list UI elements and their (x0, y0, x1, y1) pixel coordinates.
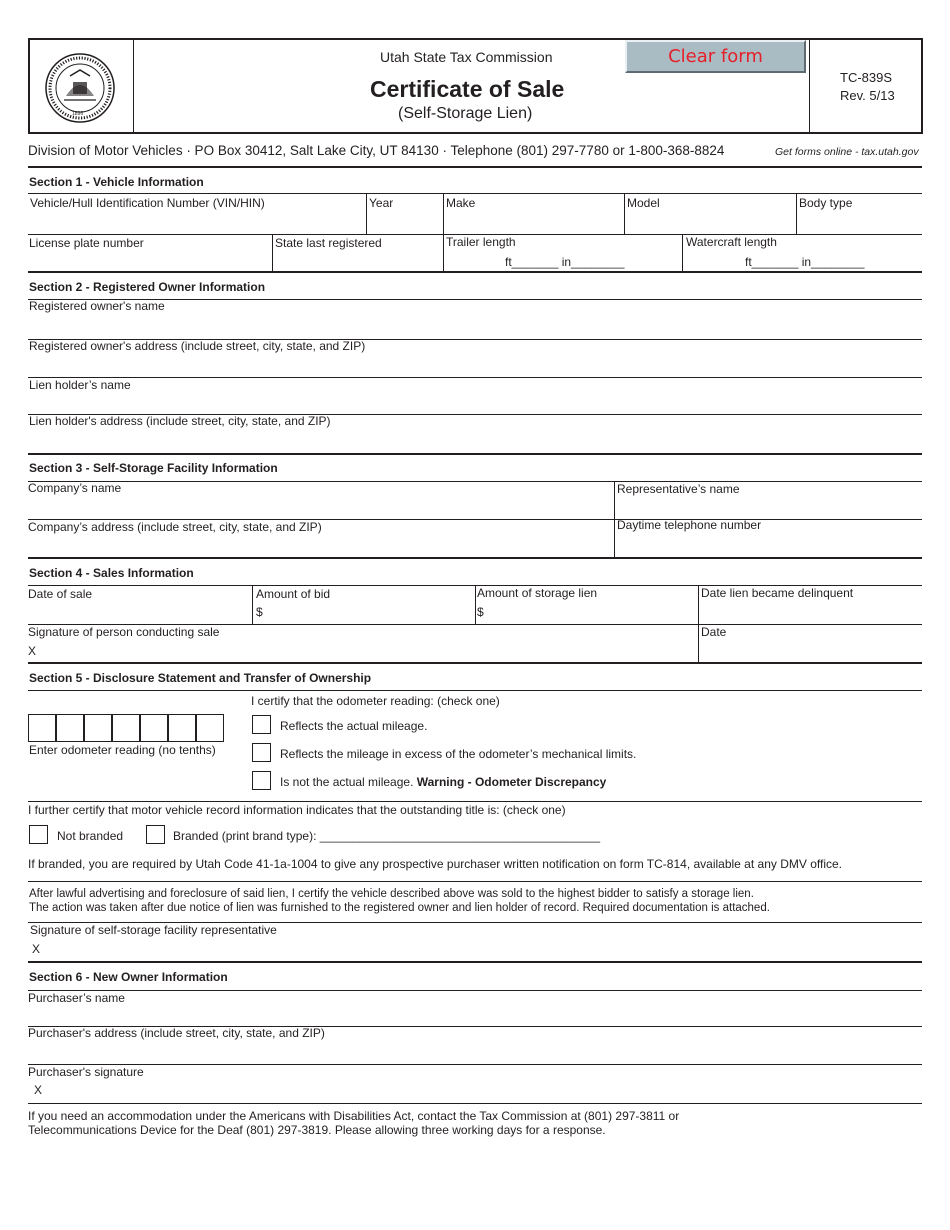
dmv-contact-line: Division of Motor Vehicles · PO Box 30412, Salt Lake City, UT 84130 · Telephone (801) 297-7780 or 1-800-368-8824 (28, 143, 725, 158)
divider (28, 1103, 922, 1104)
section1-title: Section 1 - Vehicle Information (29, 175, 204, 189)
year-field[interactable] (369, 213, 439, 231)
storage-lien-dollar-sign: $ (477, 605, 484, 619)
divider (252, 585, 253, 624)
sale-date-label: Date (701, 625, 727, 639)
rep-signature-x: X (32, 942, 41, 956)
branded-label[interactable]: Branded (print brand type): __________________________________________ (173, 829, 601, 843)
rep-signature-label: Signature of self-storage facility representative (30, 923, 277, 937)
divider (366, 193, 367, 234)
plate-field[interactable] (29, 252, 267, 270)
section3-rule (28, 453, 922, 455)
divider (682, 234, 683, 271)
form-number: TC-839S (840, 70, 893, 85)
owner-address-field[interactable] (29, 356, 919, 375)
header-divider-left (133, 40, 134, 132)
bid-dollar-sign: $ (256, 605, 263, 619)
representative-name-field[interactable] (617, 498, 919, 516)
company-name-label: Company’s name (28, 481, 122, 495)
section2-rule (28, 271, 922, 273)
daytime-phone-field[interactable] (617, 536, 919, 554)
seal-year: 1896 (72, 111, 84, 117)
sale-date-field[interactable] (701, 642, 919, 660)
odometer-certify-text: I certify that the odometer reading: (check one) (251, 694, 500, 708)
odometer-digit-box[interactable] (56, 714, 84, 742)
clear-form-button[interactable] (625, 40, 806, 73)
trailer-ft-in[interactable]: ft_______ in________ (505, 255, 625, 269)
odometer-digit-box[interactable] (140, 714, 168, 742)
make-field[interactable] (446, 213, 622, 231)
form-title: Certificate of Sale (370, 76, 565, 102)
form-subtitle: (Self-Storage Lien) (398, 105, 533, 122)
lienholder-name-label: Lien holder’s name (29, 378, 131, 392)
ada-notice-line1: If you need an accommodation under the Americans with Disabilities Act, contact the Tax Commission at (801) 297-3811 or (28, 1109, 680, 1123)
divider (796, 193, 797, 234)
divider (28, 881, 922, 882)
not-actual-text: Is not the actual mileage. (280, 775, 417, 789)
section4-rule (28, 557, 922, 559)
divider (475, 585, 476, 624)
section4-title: Section 4 - Sales Information (29, 566, 194, 580)
lienholder-address-label: Lien holder's address (include street, city, state, and ZIP) (29, 414, 331, 428)
model-field[interactable] (627, 213, 793, 231)
section5-title: Section 5 - Disclosure Statement and Transfer of Ownership (29, 671, 372, 685)
state-registered-field[interactable] (275, 252, 439, 270)
purchaser-name-label: Purchaser’s name (28, 991, 125, 1005)
delinquent-date-label: Date lien became delinquent (701, 586, 854, 600)
make-label: Make (446, 196, 476, 210)
purchaser-name-field[interactable] (28, 1007, 918, 1025)
representative-name-label: Representative’s name (617, 482, 740, 496)
company-name-field[interactable] (28, 498, 610, 516)
vin-field[interactable] (30, 213, 364, 231)
watercraft-length-label: Watercraft length (686, 235, 777, 249)
state-registered-label: State last registered (275, 236, 382, 250)
purchaser-address-field[interactable] (28, 1043, 918, 1061)
purchaser-signature-label: Purchaser's signature (28, 1065, 144, 1079)
not-actual-mileage-label (280, 775, 606, 789)
divider (28, 801, 922, 802)
lienholder-name-field[interactable] (29, 394, 919, 412)
storage-lien-amount-field[interactable] (488, 604, 693, 622)
not-branded-label: Not branded (57, 829, 124, 843)
year-label: Year (369, 196, 394, 210)
sale-signature-label: Signature of person conducting sale (28, 625, 220, 639)
odometer-digit-box[interactable] (28, 714, 56, 742)
model-label: Model (627, 196, 660, 210)
divider (272, 234, 273, 271)
date-of-sale-field[interactable] (28, 604, 248, 622)
body-type-label: Body type (799, 196, 853, 210)
purchaser-signature-field[interactable] (46, 1081, 916, 1099)
section6-rule (28, 961, 922, 963)
divider (28, 990, 922, 991)
sale-statement-line2: The action was taken after due notice of lien was furnished to the registered owner and lien holder of record. Required documentation is attached. (29, 902, 770, 914)
company-address-label: Company’s address (include street, city, state, and ZIP) (28, 520, 322, 534)
body-type-field[interactable] (799, 213, 919, 231)
sale-signature-field[interactable] (40, 642, 690, 660)
owner-address-label: Registered owner's address (include street, city, state, and ZIP) (29, 339, 366, 353)
plate-label: License plate number (29, 236, 144, 250)
section2-title: Section 2 - Registered Owner Information (29, 280, 266, 294)
date-of-sale-label: Date of sale (28, 587, 93, 601)
storage-lien-amount-label: Amount of storage lien (477, 586, 598, 600)
owner-name-field[interactable] (29, 316, 919, 336)
watercraft-ft-in[interactable]: ft_______ in________ (745, 255, 865, 269)
odometer-warning: Warning - Odometer Discrepancy (416, 775, 607, 789)
divider (443, 193, 444, 271)
actual-mileage-checkbox[interactable] (252, 715, 271, 734)
agency-name: Utah State Tax Commission (380, 49, 553, 65)
daytime-phone-label: Daytime telephone number (617, 518, 762, 532)
bid-amount-field[interactable] (266, 604, 471, 622)
purchaser-address-label: Purchaser's address (include street, city, state, and ZIP) (28, 1026, 325, 1040)
not-branded-checkbox[interactable] (29, 825, 48, 844)
title-certify-text: I further certify that motor vehicle record information indicates that the outstanding title is: (check one) (28, 803, 566, 817)
odometer-digit-box[interactable] (84, 714, 112, 742)
divider (28, 481, 922, 482)
actual-mileage-label: Reflects the actual mileage. (280, 719, 428, 733)
purchaser-signature-x: X (34, 1083, 43, 1097)
owner-name-label: Registered owner's name (29, 299, 165, 313)
divider (28, 193, 922, 194)
sale-signature-x: X (28, 644, 37, 658)
sale-statement-line1: After lawful advertising and foreclosure of said lien, I certify the vehicle described above was sold to the highest bidder to satisfy a storage lien. (29, 888, 754, 900)
divider (624, 193, 625, 234)
form-revision: Rev. 5/13 (840, 88, 895, 103)
not-actual-mileage-checkbox[interactable] (252, 771, 271, 790)
ada-notice-line2: Telecommunications Device for the Deaf (801) 297-3819. Please allowing three working days for a response. (28, 1123, 606, 1137)
odometer-digit-box[interactable] (112, 714, 140, 742)
company-address-field[interactable] (28, 536, 610, 554)
section1-rule (28, 166, 922, 168)
excess-mileage-label: Reflects the mileage in excess of the odometer’s mechanical limits. (280, 747, 637, 761)
rep-signature-field[interactable] (44, 940, 914, 958)
header-divider-right (809, 40, 810, 132)
branded-notice: If branded, you are required by Utah Code 41-1a-1004 to give any prospective purchaser written notification on form TC-814, available at any DMV office. (28, 857, 843, 871)
branded-checkbox[interactable] (146, 825, 165, 844)
section5-rule (28, 662, 922, 664)
divider (28, 1064, 922, 1065)
clear-form-label: Clear form (668, 46, 763, 67)
vin-label: Vehicle/Hull Identification Number (VIN/HIN) (30, 196, 265, 210)
divider (28, 377, 922, 378)
odometer-digit-box[interactable] (168, 714, 196, 742)
odometer-digit-box[interactable] (196, 714, 224, 742)
delinquent-date-field[interactable] (701, 604, 919, 622)
section6-title: Section 6 - New Owner Information (29, 970, 228, 984)
excess-mileage-checkbox[interactable] (252, 743, 271, 762)
trailer-length-label: Trailer length (446, 235, 516, 249)
online-forms-note: Get forms online - tax.utah.gov (775, 146, 919, 158)
divider (28, 690, 922, 691)
state-seal-icon (44, 52, 116, 124)
bid-amount-label: Amount of bid (256, 587, 331, 601)
section3-title: Section 3 - Self-Storage Facility Information (29, 461, 278, 475)
odometer-entry-label: Enter odometer reading (no tenths) (29, 743, 216, 757)
lienholder-address-field[interactable] (29, 431, 919, 450)
